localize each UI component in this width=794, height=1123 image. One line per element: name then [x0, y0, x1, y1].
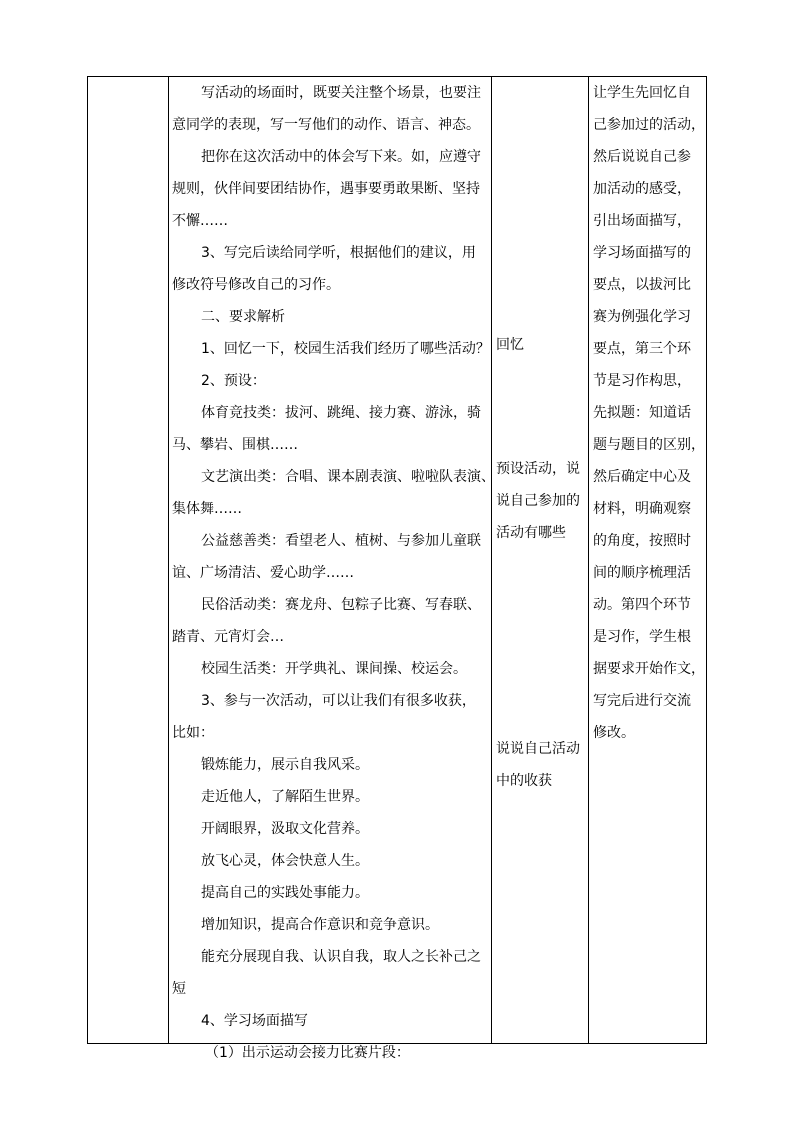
process-text-line: 体育竞技类：拔河、跳绳、接力赛、游泳，骑 — [201, 405, 481, 421]
student-activity-line: 回忆 — [496, 337, 524, 353]
process-text-line: 二、要求解析 — [201, 309, 285, 325]
process-text-line: 谊、广场清洁、爱心助学…… — [172, 565, 354, 581]
process-text-line: 文艺演出类：合唱、课本剧表演、啦啦队表演、 — [201, 469, 495, 485]
student-activity-line: 活动有哪些 — [496, 525, 566, 541]
label-column-cell — [88, 77, 168, 1043]
process-text-line: 民俗活动类：赛龙舟、包粽子比赛、写春联、 — [201, 597, 481, 613]
process-text-line: 马、攀岩、围棋…… — [172, 437, 298, 453]
student-activity-line: 预设活动，说 — [496, 461, 580, 477]
student-activity-line: 说说自己活动 — [496, 741, 580, 757]
design-intent-line: 让学生先回忆自 — [593, 85, 691, 101]
design-intent-line: 引出场面描写， — [593, 213, 691, 229]
student-activity-line: 说自己参加的 — [496, 493, 580, 509]
lesson-table — [87, 76, 707, 1061]
design-intent-line: 要点，第三个环 — [593, 341, 691, 357]
process-text-line: 4、学习场面描写 — [201, 1013, 308, 1029]
process-text-line: 意同学的表现，写一写他们的动作、语言、神态。 — [172, 117, 480, 133]
process-text-line: 比如： — [172, 725, 214, 741]
process-text-line: 增加知识，提高合作意识和竞争意识。 — [201, 917, 439, 933]
design-intent-line: 然后说说自己参 — [593, 149, 691, 165]
process-text-line: 修改符号修改自己的习作。 — [172, 277, 340, 293]
design-intent-line: 间的顺序梳理活 — [593, 565, 691, 581]
process-text-line: 不懈…… — [172, 213, 228, 229]
process-text-line: 2、预设： — [201, 373, 266, 389]
design-intent-line: 是习作，学生根 — [593, 629, 691, 645]
process-text-line: 规则，伙伴间要团结协作，遇事要勇敢果断、坚持 — [172, 181, 480, 197]
student-activity-cell — [492, 77, 588, 1043]
process-text-line: 开阔眼界，汲取文化营养。 — [201, 821, 369, 837]
process-text-line: 走近他人，了解陌生世界。 — [201, 789, 369, 805]
design-intent-line: 加活动的感受， — [593, 181, 691, 197]
process-text-line: 3、写完后读给同学听，根据他们的建议，用 — [201, 245, 476, 261]
design-intent-line: 的角度，按照时 — [593, 533, 691, 549]
design-intent-line: 己参加过的活动， — [593, 117, 705, 133]
process-text-line: 短 — [172, 981, 186, 997]
process-text-line: 提高自己的实践处事能力。 — [201, 885, 369, 901]
design-intent-line: 题与题目的区别， — [593, 437, 705, 453]
design-intent-line: 先拟题：知道话 — [593, 405, 691, 421]
teaching-process-cell — [169, 77, 495, 1061]
process-text-line: （1）出示运动会接力比赛片段： — [205, 1045, 410, 1061]
process-text-line: 能充分展现自我、认识自我，取人之长补己之 — [201, 949, 481, 965]
process-text-line: 写活动的场面时，既要关注整个场景，也要注 — [201, 85, 481, 101]
design-intent-line: 学习场面描写的 — [593, 245, 691, 261]
design-intent-line: 要点，以拔河比 — [593, 277, 691, 293]
process-text-line: 锻炼能力，展示自我风采。 — [201, 757, 369, 773]
student-activity-line: 中的收获 — [496, 773, 552, 789]
design-intent-cell — [589, 77, 708, 1043]
design-intent-line: 材料，明确观察 — [593, 501, 691, 517]
design-intent-line: 据要求开始作文， — [593, 661, 705, 677]
process-text-line: 校园生活类：开学典礼、课间操、校运会。 — [201, 661, 467, 677]
process-text-line: 集体舞…… — [172, 501, 242, 517]
design-intent-line: 修改。 — [593, 725, 635, 741]
design-intent-line: 然后确定中心及 — [593, 469, 691, 485]
process-text-line: 公益慈善类：看望老人、植树、与参加儿童联 — [201, 533, 481, 549]
design-intent-line: 赛为例强化学习 — [593, 309, 691, 325]
design-intent-line: 写完后进行交流 — [593, 693, 691, 709]
process-text-line: 踏青、元宵灯会… — [172, 629, 284, 645]
process-text-line: 3、参与一次活动，可以让我们有很多收获， — [201, 693, 476, 709]
design-intent-line: 动。第四个环节 — [593, 597, 691, 613]
design-intent-line: 节是习作构思， — [593, 373, 691, 389]
process-text-line: 把你在这次活动中的体会写下来。如，应遵守 — [201, 149, 481, 165]
process-text-line: 1、回忆一下，校园生活我们经历了哪些活动？ — [201, 341, 490, 357]
process-text-line: 放飞心灵，体会快意人生。 — [201, 853, 369, 869]
